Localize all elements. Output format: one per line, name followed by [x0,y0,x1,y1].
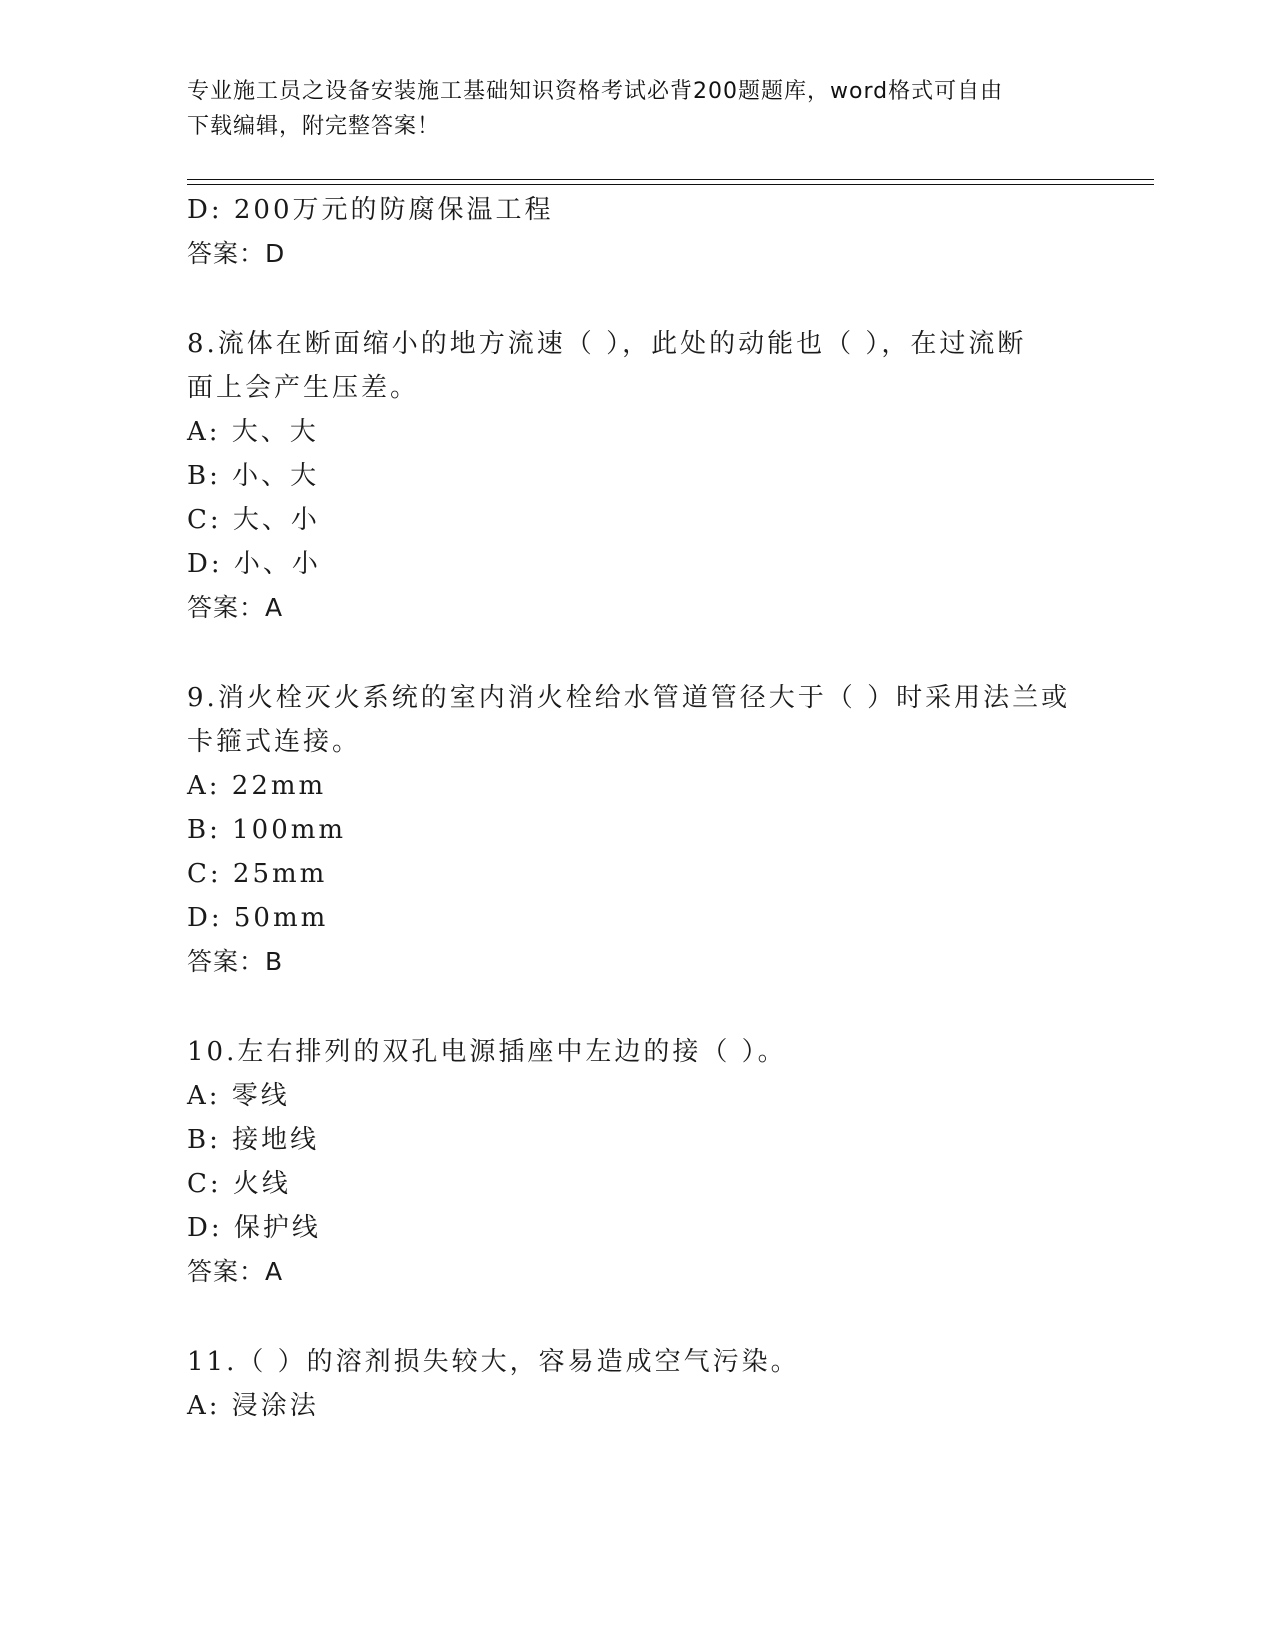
q9-stem-line-1: 9.消火栓灭火系统的室内消火栓给水管道管径大于（ ）时采用法兰或 [187,683,1071,713]
document-header [187,74,1067,144]
q9-option-b: B: 100mm [187,815,347,845]
q8-option-a: A: 大、大 [187,417,319,447]
q9-option-c: C: 25mm [187,859,328,889]
q10-stem-line-1: 10.左右排列的双孔电源插座中左边的接（ ）。 [187,1037,787,1067]
header-rule-top [187,179,1154,180]
q8-option-b: B: 小、大 [187,461,320,491]
q8-option-c: C: 大、小 [187,505,320,535]
q7-option-d: D: 200万元的防腐保温工程 [187,195,554,225]
q10-answer: 答案：A [187,1257,284,1286]
q10-option-c: C: 火线 [187,1169,291,1199]
q10-option-a: A: 零线 [187,1081,290,1111]
q11-stem-line-1: 11.（ ）的溶剂损失较大，容易造成空气污染。 [187,1347,800,1377]
q11-option-a: A: 浸涂法 [187,1391,319,1421]
q8-stem-line-1: 8.流体在断面缩小的地方流速（ ），此处的动能也（ ），在过流断 [187,329,1027,359]
q9-option-a: A: 22mm [187,771,327,801]
q9-stem-line-2: 卡箍式连接。 [187,727,362,757]
q8-stem-line-2: 面上会产生压差。 [187,373,420,403]
q10-option-d: D: 保护线 [187,1213,321,1243]
q9-option-d: D: 50mm [187,903,329,933]
q7-answer: 答案：D [187,239,286,268]
header-line-1: 专业施工员之设备安装施工基础知识资格考试必背200题题库，word格式可自由 [187,79,1004,104]
q8-answer: 答案：A [187,593,284,622]
q10-option-b: B: 接地线 [187,1125,320,1155]
q9-answer: 答案：B [187,947,284,976]
header-rule-bottom [187,184,1154,185]
header-line-2: 下载编辑，附完整答案！ [187,114,441,139]
q8-option-d: D: 小、小 [187,549,321,579]
